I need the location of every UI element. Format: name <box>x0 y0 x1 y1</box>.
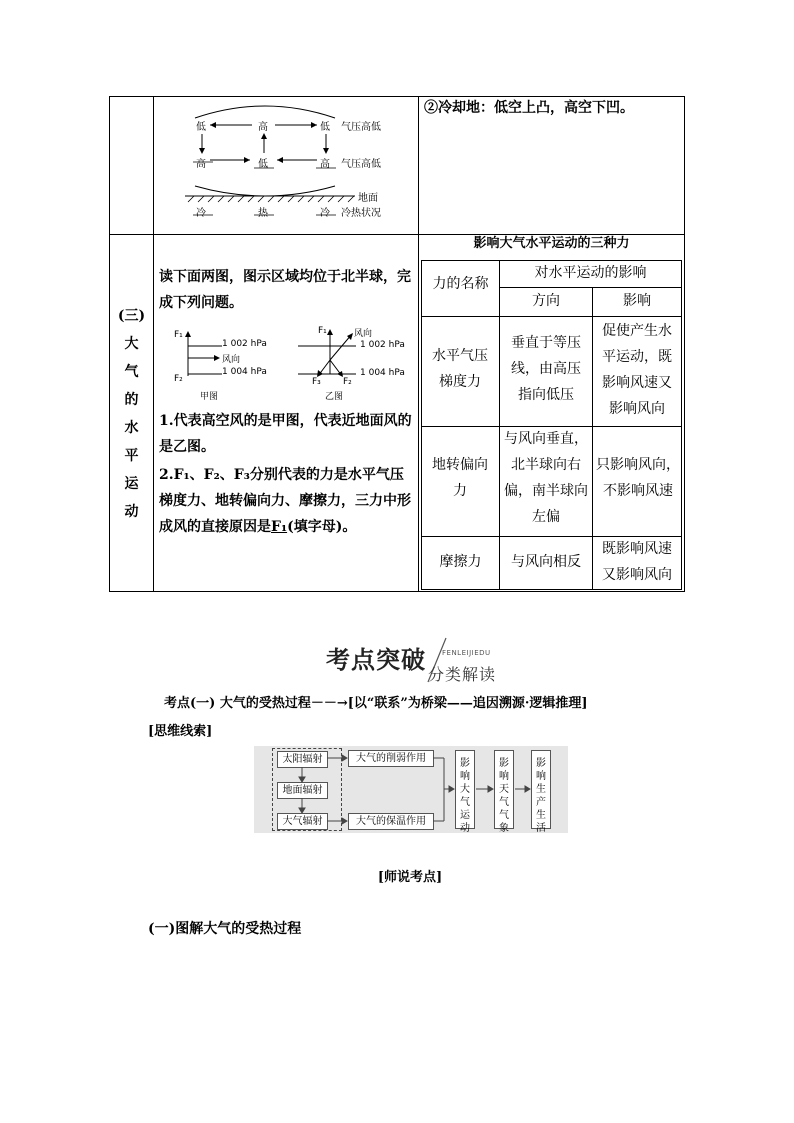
table-row-name: 地转偏向力 <box>432 457 488 499</box>
diagram-label: 高 <box>320 159 330 170</box>
banner-pinyin: FENLEIJIEDU <box>442 649 491 657</box>
forces-table-caption: 影响大气水平运动的三种力 <box>473 236 630 251</box>
question-1: 1.代表高空风的是甲图，代表近地面风的是乙图。 <box>159 413 412 455</box>
fig-caption: 甲图 <box>200 392 219 402</box>
flow-solar-box: 太阳辐射 <box>277 751 328 768</box>
table-row-influence: 促使产生水平运动，既影响风速又影响风向 <box>602 323 672 417</box>
flow-ground-box: 地面辐射 <box>277 782 328 799</box>
fig-label: F₂ <box>174 374 183 384</box>
fig-caption: 乙图 <box>325 392 344 402</box>
banner-subtitle: 分类解读 <box>428 665 497 684</box>
diagram-label: 冷热状况 <box>341 208 381 219</box>
tujie-heading: (一)图解大气的受热过程 <box>148 921 302 937</box>
flow-v1-box: 影响大气运动 <box>455 750 475 829</box>
diagram-label: 气压高低 <box>341 159 381 170</box>
diagram-label: 高 <box>258 122 268 133</box>
diagram-label: 热 <box>258 208 268 219</box>
question-2: 2.F₁、F₂、F₃分别代表的力是水平气压梯度力、地转偏向力、摩擦力，三力中形成风的直接原因是F₁(填字母)。 <box>159 467 411 535</box>
diagram-label: 地面 <box>358 193 378 204</box>
fig-label: 风向 <box>354 329 373 339</box>
diagram-label: 低 <box>320 122 330 133</box>
fig-label: F₁ <box>174 330 183 340</box>
fig-label: F₂ <box>343 377 352 387</box>
kaodian-heading: 考点(一) 大气的受热过程－－→[以“联系”为桥梁——追因溯源·逻辑推理] <box>164 696 588 711</box>
banner-title: 考点突破 <box>326 646 426 674</box>
fig-label: 1 004 hPa <box>222 367 267 377</box>
cold-ground-note: ②冷却地：低空上凸，高空下凹。 <box>424 100 634 116</box>
fig-label: 1 002 hPa <box>222 339 267 349</box>
diagram-label: 高 <box>196 159 206 170</box>
table-row-direction: 与风向相反 <box>511 554 581 570</box>
forces-header-name: 力的名称 <box>432 276 489 292</box>
fig-label: 1 002 hPa <box>360 340 405 350</box>
diagram-label: 低 <box>258 159 268 170</box>
table-row-name: 水平气压梯度力 <box>432 348 488 390</box>
diagram-label: 气压高低 <box>341 122 381 133</box>
table-row-direction: 与风向垂直，北半球向右偏，南半球向左偏 <box>504 431 588 525</box>
flow-arrows <box>254 746 568 833</box>
flow-v3-box: 影响生产生活 <box>531 750 551 829</box>
diagram-label: 冷 <box>320 208 330 219</box>
shishuo-label: [师说考点] <box>377 870 443 885</box>
table-row-influence: 既影响风速又影响风向 <box>602 541 672 583</box>
forces-header-effect: 对水平运动的影响 <box>534 265 647 281</box>
fig-label: 1 004 hPa <box>360 368 405 378</box>
flow-keep-box: 大气的保温作用 <box>348 813 434 830</box>
flow-atmo-box: 大气辐射 <box>277 813 328 830</box>
section-intro: 读下面两图，图示区域均位于北半球，完成下列问题。 <box>159 269 411 311</box>
fig-label: F₃ <box>312 377 321 387</box>
fig-label: F₁ <box>318 326 327 336</box>
table-row-direction: 垂直于等压线，由高压指向低压 <box>511 335 581 403</box>
table-row-influence: 只影响风向，不影响风速 <box>596 457 680 499</box>
flow-v2-box: 影响天气气象 <box>494 750 514 829</box>
table-row-name: 摩擦力 <box>439 554 482 570</box>
fig-label: 风向 <box>222 355 241 365</box>
siwei-label: [思维线索] <box>148 724 213 739</box>
forces-sub-direction: 方向 <box>532 293 560 309</box>
section-title: (三) 大 气 的 水 平 运 动 <box>117 308 146 520</box>
diagram-label: 冷 <box>196 208 206 219</box>
forces-sub-influence: 影响 <box>623 293 651 309</box>
flow-weaken-box: 大气的削弱作用 <box>348 750 434 767</box>
diagram-label: 低 <box>196 122 206 133</box>
